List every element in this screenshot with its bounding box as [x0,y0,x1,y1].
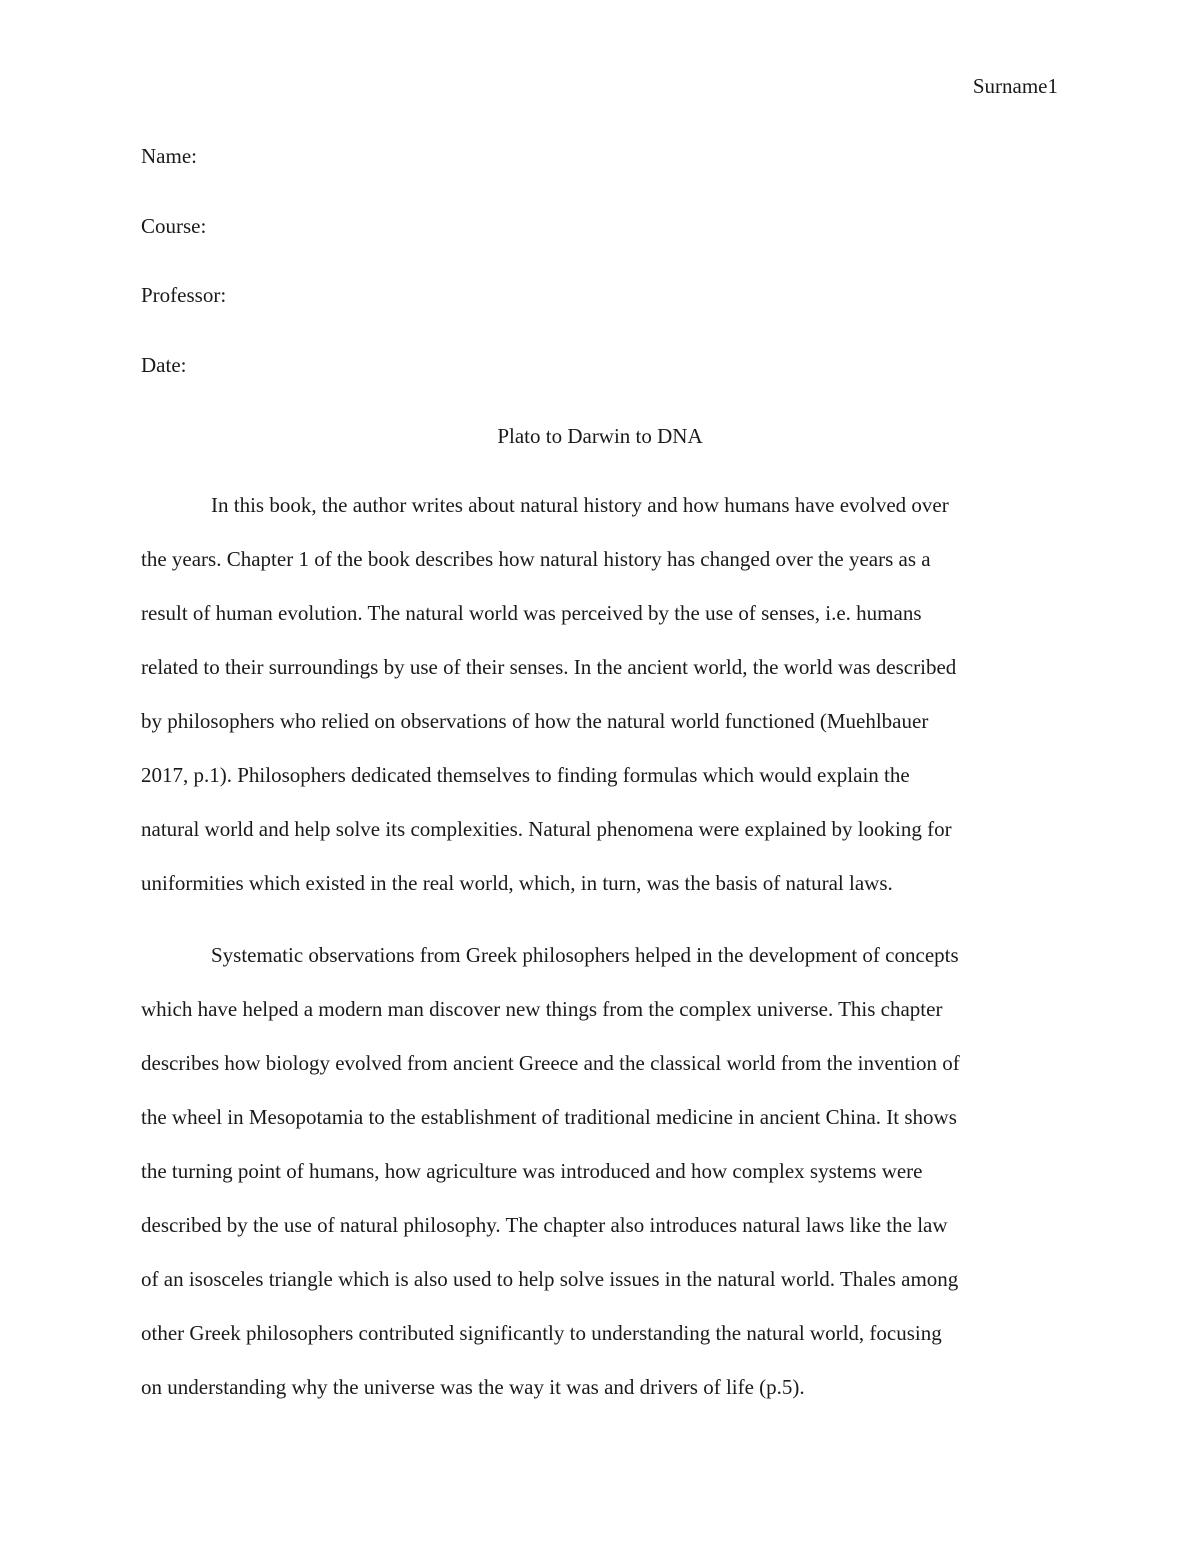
paragraph-line: describes how biology evolved from ancient Greece and the classical world from the invention of [141,1051,960,1075]
paragraph-line: by philosophers who relied on observations of how the natural world functioned (Muehlbauer [141,709,929,733]
paragraph-line: related to their surroundings by use of their senses. In the ancient world, the world was described [141,655,957,679]
paragraph-line: described by the use of natural philosophy. The chapter also introduces natural laws like the law [141,1213,948,1237]
paragraph-line: other Greek philosophers contributed significantly to understanding the natural world, focusing [141,1321,942,1345]
professor-line: Professor: [141,283,227,307]
paragraph-2 [141,928,1061,1414]
paragraph-line: on understanding why the universe was the way it was and drivers of life (p.5). [141,1375,805,1399]
paragraph-line: 2017, p.1). Philosophers dedicated themselves to finding formulas which would explain the [141,763,910,787]
paragraph-line: natural world and help solve its complexities. Natural phenomena were explained by looking for [141,817,952,841]
paragraph-line: the wheel in Mesopotamia to the establishment of traditional medicine in ancient China. It shows [141,1105,957,1129]
name-line: Name: [141,144,197,168]
running-head: Surname1 [972,74,1058,98]
paragraph-line: uniformities which existed in the real world, which, in turn, was the basis of natural laws. [141,871,893,895]
date-line: Date: [141,353,187,377]
paragraph-line: In this book, the author writes about natural history and how humans have evolved over [211,493,949,517]
paragraph-1 [141,478,1061,910]
paragraph-line: result of human evolution. The natural world was perceived by the use of senses, i.e. humans [141,601,922,625]
paragraph-line: Systematic observations from Greek philosophers helped in the development of concepts [211,943,959,967]
course-line: Course: [141,214,207,238]
paragraph-line: the years. Chapter 1 of the book describes how natural history has changed over the years as a [141,547,931,571]
essay-title: Plato to Darwin to DNA [497,424,703,448]
paragraph-line: the turning point of humans, how agriculture was introduced and how complex systems were [141,1159,923,1183]
paragraph-line: of an isosceles triangle which is also used to help solve issues in the natural world. Thales among [141,1267,959,1291]
paragraph-line: which have helped a modern man discover new things from the complex universe. This chapter [141,997,943,1021]
